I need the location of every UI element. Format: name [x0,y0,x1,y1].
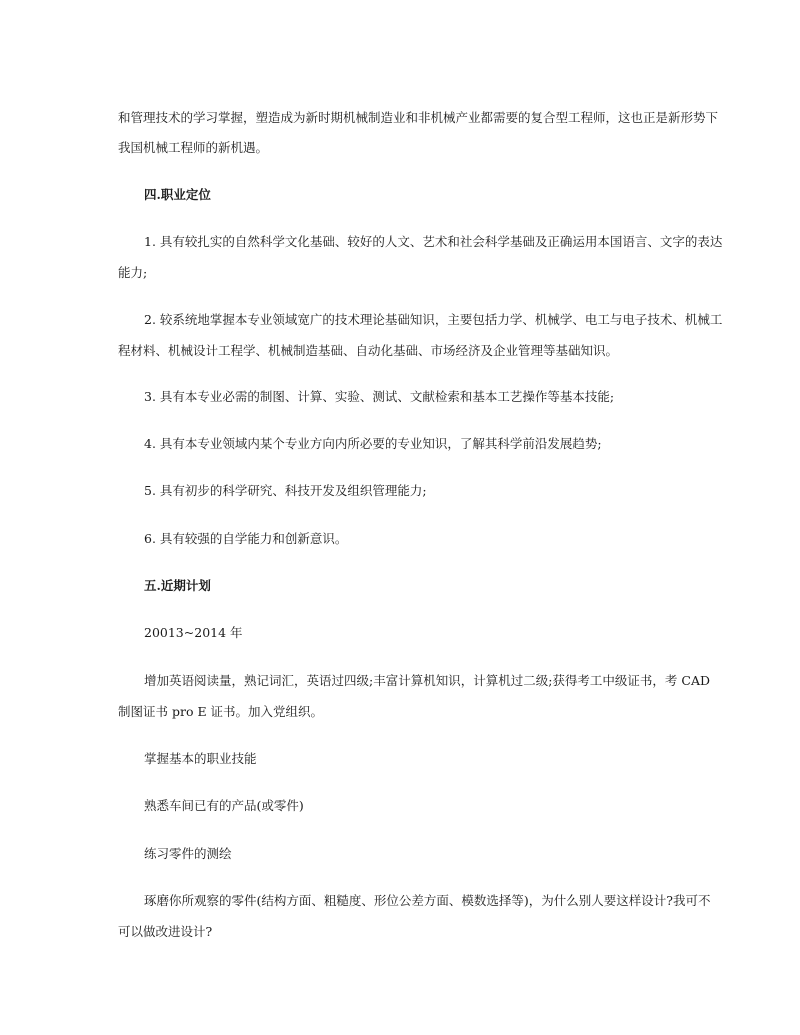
section-4-heading: 四.职业定位 [144,187,211,202]
item-4: 4. 具有本专业领域内某个专业方向内所必要的专业知识，了解其科学前沿发展趋势; [144,436,602,451]
item-1-line-1: 1. 具有较扎实的自然科学文化基础、较好的人文、艺术和社会科学基础及正确运用本国语言、文字的表达 [144,234,723,249]
item-2-line-1: 2. 较系统地掌握本专业领域宽广的技术理论基础知识，主要包括力学、机械学、电工与电子技术、机械工 [144,312,723,327]
skill-item-3: 练习零件的测绘 [144,846,232,861]
plan-paragraph-line-1: 增加英语阅读量，熟记词汇，英语过四级;丰富计算机知识，计算机过二级;获得考工中级证书，考 CAD [144,673,711,688]
study-paragraph-line-1: 琢磨你所观察的零件(结构方面、粗糙度、形位公差方面、模数选择等)，为什么别人要这样设计?我可不 [144,893,711,908]
section-5-heading: 五.近期计划 [144,578,211,593]
item-5: 5. 具有初步的科学研究、科技开发及组织管理能力; [144,483,427,498]
item-6: 6. 具有较强的自学能力和创新意识。 [144,531,348,546]
skill-item-2: 熟悉车间已有的产品(或零件) [144,798,304,813]
skill-item-1: 掌握基本的职业技能 [144,751,257,766]
item-2-line-2: 程材料、机械设计工程学、机械制造基础、自动化基础、市场经济及企业管理等基础知识。 [118,343,619,358]
intro-paragraph-line-1: 和管理技术的学习掌握，塑造成为新时期机械制造业和非机械产业都需要的复合型工程师，这也正是新形势下 [118,110,719,125]
study-paragraph-line-2: 可以做改进设计? [118,924,213,939]
item-1-line-2: 能力; [118,265,148,280]
year-range: 20013~2014 年 [144,625,243,640]
plan-paragraph-line-2: 制图证书 pro E 证书。加入党组织。 [118,704,324,719]
item-3: 3. 具有本专业必需的制图、计算、实验、测试、文献检索和基本工艺操作等基本技能; [144,389,615,404]
intro-paragraph-line-2: 我国机械工程师的新机遇。 [118,140,269,155]
